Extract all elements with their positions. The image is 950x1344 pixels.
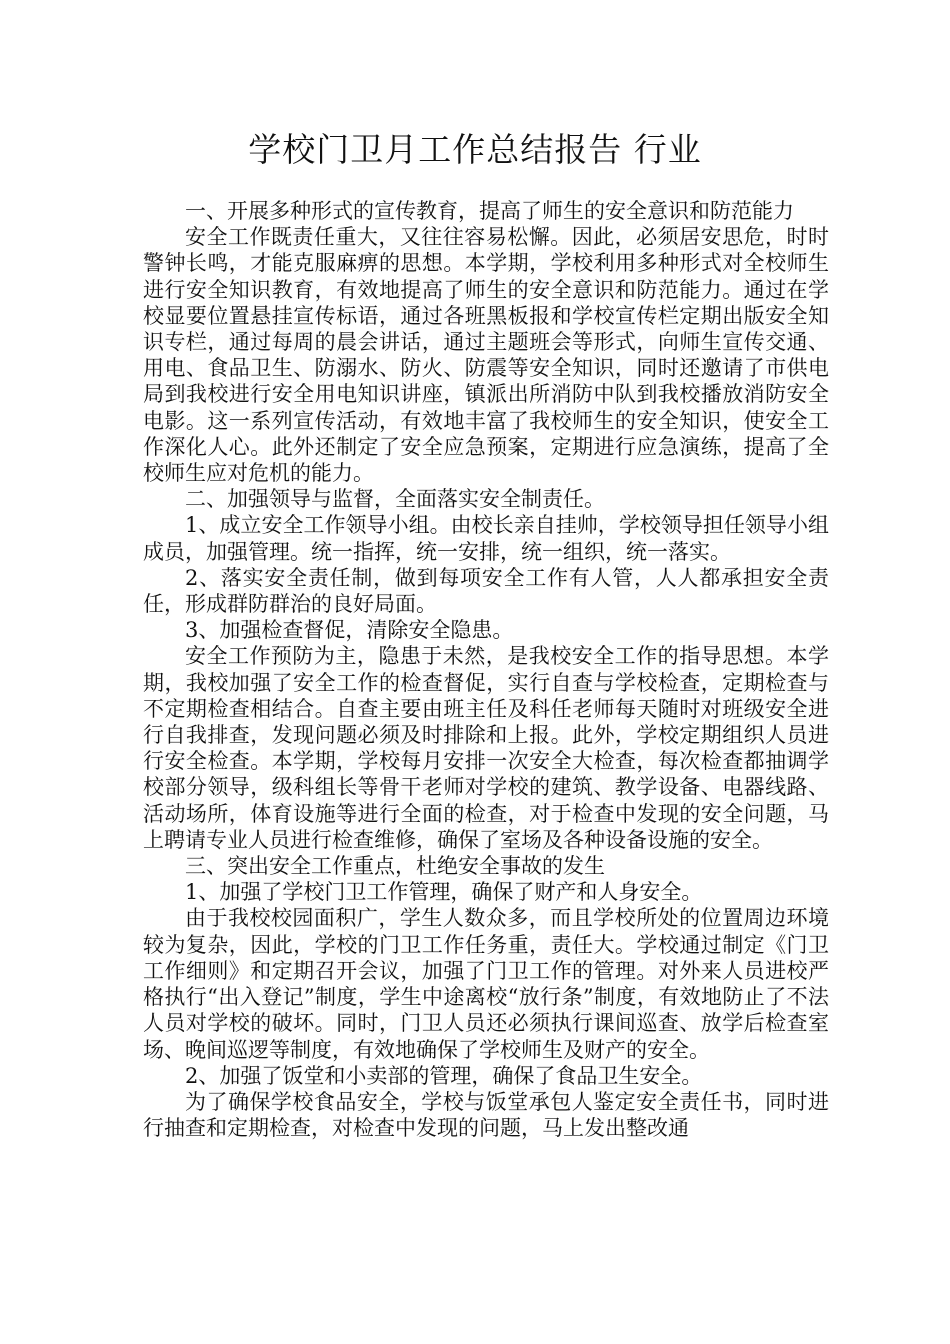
list-item-paragraph: 1、成立安全工作领导小组。由校长亲自挂帅，学校领导担任领导小组成员，加强管理。统一指挥，统一安排，统一组织，统一落实。 — [143, 513, 829, 564]
section-heading-2: 二、加强领导与监督，全面落实安全制责任。 — [185, 487, 605, 512]
list-item-paragraph: 2、落实安全责任制，做到每项安全工作有人管，人人都承担安全责任，形成群防群治的良好局面。 — [143, 565, 829, 617]
section-heading-3: 三、突出安全工作重点，杜绝安全事故的发生 — [185, 854, 605, 879]
list-item-paragraph: 2、加强了饭堂和小卖部的管理，确保了食品卫生安全。 — [185, 1063, 703, 1088]
section-heading-1: 一、开展多种形式的宣传教育，提高了师生的安全意识和防范能力 — [185, 199, 794, 223]
list-item-paragraph: 1、加强了学校门卫工作管理，确保了财产和人身安全。 — [185, 880, 703, 905]
document-body — [143, 198, 829, 1141]
body-paragraph: 为了确保学校食品安全，学校与饭堂承包人鉴定安全责任书，同时进行抽查和定期检查，对检查中发现的问题，马上发出整改通 — [143, 1089, 829, 1141]
body-paragraph: 安全工作预防为主，隐患于未然，是我校安全工作的指导思想。本学期，我校加强了安全工作的检查督促，实行自查与学校检查，定期检查与不定期检查相结合。自查主要由班主任及科任老师每天随时对班级安全进行自我排查，发现问题必须及时排除和上报。此外，学校定期组织人员进行安全检查。本学期，学校每月安排一次安全大检查，每次检查都抽调学校部分领导，级科组长等骨干老师对学校的建筑、教学设备、电器线路、活动场所，体育设施等进行全面的检查，对于检查中发现的安全问题，马上聘请专业人员进行检查维修，确保了室场及各种设备设施的安全。 — [143, 644, 829, 852]
document-title: 学校门卫月工作总结报告 行业 — [248, 130, 702, 169]
body-paragraph: 安全工作既责任重大，又往往容易松懈。因此，必须居安思危，时时警钟长鸣，才能克服麻痹的思想。本学期，学校利用多种形式对全校师生进行安全知识教育，有效地提高了师生的安全意识和防范能力。通过在学校显要位置悬挂宣传标语，通过各班黑板报和学校宣传栏定期出版安全知识专栏，通过每周的晨会讲话，通过主题班会等形式，向师生宣传交通、用电、食品卫生、防溺水、防火、防震等安全知识，同时还邀请了市供电局到我校进行安全用电知识讲座，镇派出所消防中队到我校播放消防安全电影。这一系列宣传活动，有效地丰富了我校师生的安全知识，使安全工作深化人心。此外还制定了安全应急预案，定期进行应急演练，提高了全校师生应对危机的能力。 — [143, 225, 829, 486]
body-paragraph: 由于我校校园面积广，学生人数众多，而且学校所处的位置周边环境较为复杂，因此，学校的门卫工作任务重，责任大。学校通过制定《门卫工作细则》和定期召开会议，加强了门卫工作的管理。对外来人员进校严格执行“出入登记”制度，学生中途离校“放行条”制度，有效地防止了不法人员对学校的破坏。同时，门卫人员还必须执行课间巡查、放学后检查室场、晚间巡逻等制度，有效地确保了学校师生及财产的安全。 — [143, 906, 829, 1062]
list-item-paragraph: 3、加强检查督促，清除安全隐患。 — [185, 618, 514, 643]
